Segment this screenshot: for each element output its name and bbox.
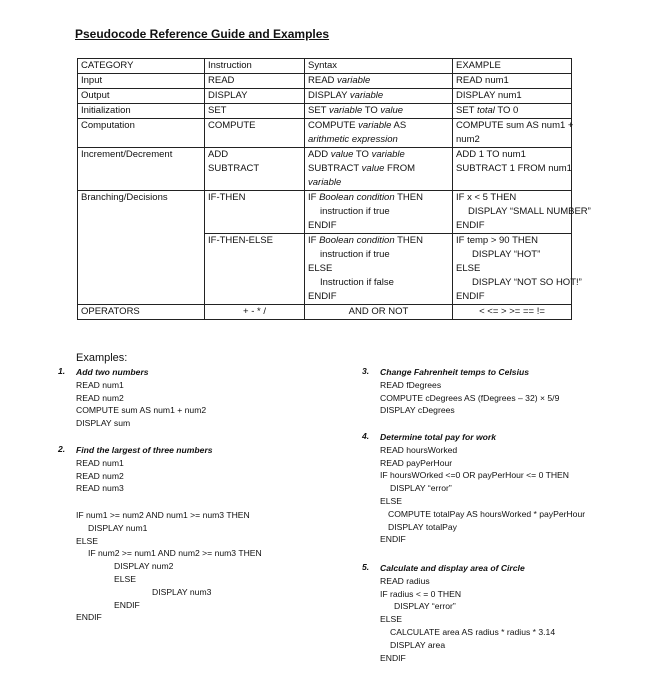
- syntax-variable: variable: [328, 105, 363, 116]
- table-row: [78, 74, 572, 89]
- syntax-line: ELSE: [308, 263, 333, 274]
- code-line: DISPLAY area: [390, 639, 446, 650]
- code-line: DISPLAY “error”: [390, 483, 452, 494]
- cell-instruction: READ: [205, 74, 305, 89]
- cell-category: Branching/Decisions: [78, 191, 205, 234]
- example-1: [76, 366, 206, 430]
- cell-syntax: [305, 191, 453, 234]
- example-number: 4.: [362, 431, 370, 441]
- example-2: [76, 444, 213, 495]
- cell-instruction: IF-THEN: [205, 191, 305, 234]
- cell-instruction: IF-THEN-ELSE: [205, 234, 305, 305]
- page-title: Pseudocode Reference Guide and Examples: [75, 27, 330, 41]
- code-line: READ num2: [76, 470, 124, 481]
- cell-category: Initialization: [78, 104, 205, 119]
- syntax-variable: variable: [358, 120, 392, 131]
- header-instruction: Instruction: [205, 59, 305, 74]
- code-line: DISPLAY cDegrees: [380, 405, 455, 416]
- table-row: [78, 191, 572, 234]
- example-5: [380, 562, 555, 664]
- code-line: IF num1 >= num2 AND num1 >= num3 THEN: [76, 510, 250, 520]
- example-number: 5.: [362, 562, 370, 572]
- syntax-keyword: SET: [308, 105, 327, 116]
- example-line: DISPLAY “SMALL NUMBER”: [468, 206, 591, 217]
- cell-example: READ num1: [453, 74, 572, 89]
- syntax-keyword: THEN: [397, 192, 423, 203]
- example-keyword: TO 0: [497, 105, 519, 116]
- code-line: ENDIF: [380, 652, 406, 663]
- syntax-expression: arithmetic expression: [308, 134, 398, 145]
- header-category: CATEGORY: [78, 59, 205, 74]
- cell-syntax: [305, 119, 453, 148]
- code-line: READ fDegrees: [380, 379, 442, 390]
- syntax-line: instruction if true: [320, 206, 390, 217]
- cell-category: Computation: [78, 119, 205, 148]
- header-example: EXAMPLE: [453, 59, 572, 74]
- table-row: [78, 119, 572, 148]
- cell-syntax: [305, 234, 453, 305]
- example-line: ADD 1 TO num1: [456, 149, 526, 160]
- example-title: Find the largest of three numbers: [76, 445, 213, 455]
- code-line: COMPUTE sum AS num1 + num2: [76, 405, 207, 416]
- cell-instruction: SET: [205, 104, 305, 119]
- code-line: READ radius: [380, 575, 430, 586]
- syntax-line: instruction if true: [320, 249, 390, 260]
- syntax-keyword: THEN: [397, 235, 423, 246]
- syntax-keyword: DISPLAY: [308, 90, 348, 101]
- syntax-variable: variable: [308, 177, 342, 188]
- example-line: ENDIF: [456, 291, 485, 302]
- syntax-keyword: AS: [393, 120, 407, 131]
- code-line: DISPLAY num1: [88, 522, 148, 533]
- syntax-keyword: TO: [364, 105, 378, 116]
- syntax-value: value: [330, 149, 354, 160]
- cell-example: [453, 104, 572, 119]
- syntax-variable: variable: [349, 90, 384, 101]
- syntax-value: value: [361, 163, 385, 174]
- cell-arithmetic-operators: + - * /: [205, 305, 305, 320]
- table-row: [78, 305, 572, 320]
- code-line: DISPLAY sum: [76, 418, 131, 429]
- cell-syntax: [305, 89, 453, 104]
- example-line: SUBTRACT 1 FROM num1: [456, 163, 572, 174]
- code-line: ELSE: [76, 535, 98, 546]
- code-line: ENDIF: [76, 612, 102, 623]
- code-line: DISPLAY num2: [114, 561, 174, 572]
- code-line: READ num1: [76, 379, 124, 390]
- example-number: 1.: [58, 366, 66, 376]
- example-line: ENDIF: [456, 220, 485, 231]
- cell-example: DISPLAY num1: [453, 89, 572, 104]
- cell-category: [78, 234, 205, 305]
- cell-category: Increment/Decrement: [78, 148, 205, 191]
- example-keyword: SET: [456, 105, 475, 116]
- instruction-add: ADD: [208, 149, 229, 160]
- cell-syntax: [305, 104, 453, 119]
- cell-category: OPERATORS: [78, 305, 205, 320]
- cell-example: [453, 234, 582, 305]
- cell-example: [453, 119, 572, 148]
- syntax-keyword: IF: [308, 192, 317, 203]
- syntax-keyword: TO: [355, 149, 369, 160]
- code-line: ELSE: [380, 495, 402, 506]
- cell-category: Output: [78, 89, 205, 104]
- table-row: [78, 234, 572, 305]
- code-line: COMPUTE cDegrees AS (fDegrees – 32) × 5/9: [380, 392, 560, 403]
- syntax-keyword: SUBTRACT: [308, 163, 360, 174]
- code-line: IF num2 >= num1 AND num2 >= num3 THEN: [88, 548, 262, 559]
- header-syntax: Syntax: [305, 59, 453, 74]
- code-line: ELSE: [380, 614, 402, 625]
- syntax-line: Instruction if false: [320, 277, 394, 288]
- example-line: IF temp > 90 THEN: [456, 235, 538, 246]
- cell-instruction: COMPUTE: [205, 119, 305, 148]
- cell-instruction: DISPLAY: [205, 89, 305, 104]
- syntax-keyword: IF: [308, 235, 317, 246]
- example-title: Change Fahrenheit temps to Celsius: [380, 367, 529, 377]
- cell-syntax: [305, 148, 453, 191]
- example-line: DISPLAY “HOT”: [472, 249, 541, 260]
- table-row: [78, 148, 572, 191]
- syntax-condition: Boolean condition: [319, 192, 395, 203]
- syntax-line: ENDIF: [308, 220, 337, 231]
- reference-table: [77, 58, 591, 320]
- example-line: DISPLAY “NOT SO HOT!”: [472, 277, 582, 288]
- example-title: Add two numbers: [76, 367, 149, 377]
- syntax-variable: variable: [371, 149, 405, 160]
- cell-example: [453, 148, 572, 191]
- examples-heading: Examples:: [76, 352, 128, 364]
- syntax-variable: variable: [337, 75, 371, 86]
- example-variable: total: [476, 105, 495, 116]
- example-line: ELSE: [456, 263, 481, 274]
- cell-example: [453, 191, 591, 234]
- syntax-condition: Boolean condition: [319, 235, 395, 246]
- example-4: [380, 431, 585, 546]
- cell-comparison-operators: < <= > >= == !=: [453, 305, 572, 320]
- instruction-subtract: SUBTRACT: [208, 163, 260, 174]
- example-line: num2: [456, 134, 480, 145]
- code-line: DISPLAY num3: [152, 586, 212, 597]
- table-row: [78, 89, 572, 104]
- code-line: IF radius < = 0 THEN: [380, 588, 462, 599]
- example-number: 3.: [362, 366, 370, 376]
- code-line: IF hoursWOrked <=0 OR payPerHour <= 0 THEN: [380, 470, 569, 481]
- code-line: READ num2: [76, 392, 124, 403]
- code-line: READ num3: [76, 483, 124, 494]
- example-title: Determine total pay for work: [380, 432, 497, 442]
- example-line: COMPUTE sum AS num1 +: [456, 120, 574, 131]
- table-row: [78, 104, 572, 119]
- syntax-value: value: [380, 105, 404, 116]
- code-line: DISPLAY totalPay: [388, 521, 457, 532]
- cell-logical-operators: AND OR NOT: [305, 305, 453, 320]
- code-line: ELSE: [114, 573, 136, 584]
- syntax-line: ENDIF: [308, 291, 337, 302]
- code-line: READ hoursWorked: [380, 444, 458, 455]
- code-line: ENDIF: [380, 534, 406, 545]
- code-line: DISPLAY “error”: [394, 601, 456, 612]
- cell-instruction: [205, 148, 305, 191]
- syntax-keyword: COMPUTE: [308, 120, 356, 131]
- code-line: COMPUTE totalPay AS hoursWorked * payPerHour: [388, 508, 586, 519]
- code-line: ENDIF: [114, 599, 140, 610]
- example-2-logic: [76, 509, 262, 624]
- code-line: READ payPerHour: [380, 457, 453, 468]
- code-line: CALCULATE area AS radius * radius * 3.14: [390, 626, 556, 637]
- syntax-keyword: FROM: [387, 163, 415, 174]
- example-3: [380, 366, 559, 417]
- cell-syntax: [305, 74, 453, 89]
- cell-category: Input: [78, 74, 205, 89]
- example-title: Calculate and display area of Circle: [380, 563, 525, 573]
- example-number: 2.: [58, 444, 66, 454]
- example-line: IF x < 5 THEN: [456, 192, 517, 203]
- syntax-keyword: ADD: [308, 149, 329, 160]
- code-line: READ num1: [76, 457, 124, 468]
- table-header-row: [78, 59, 572, 74]
- syntax-keyword: READ: [308, 75, 335, 86]
